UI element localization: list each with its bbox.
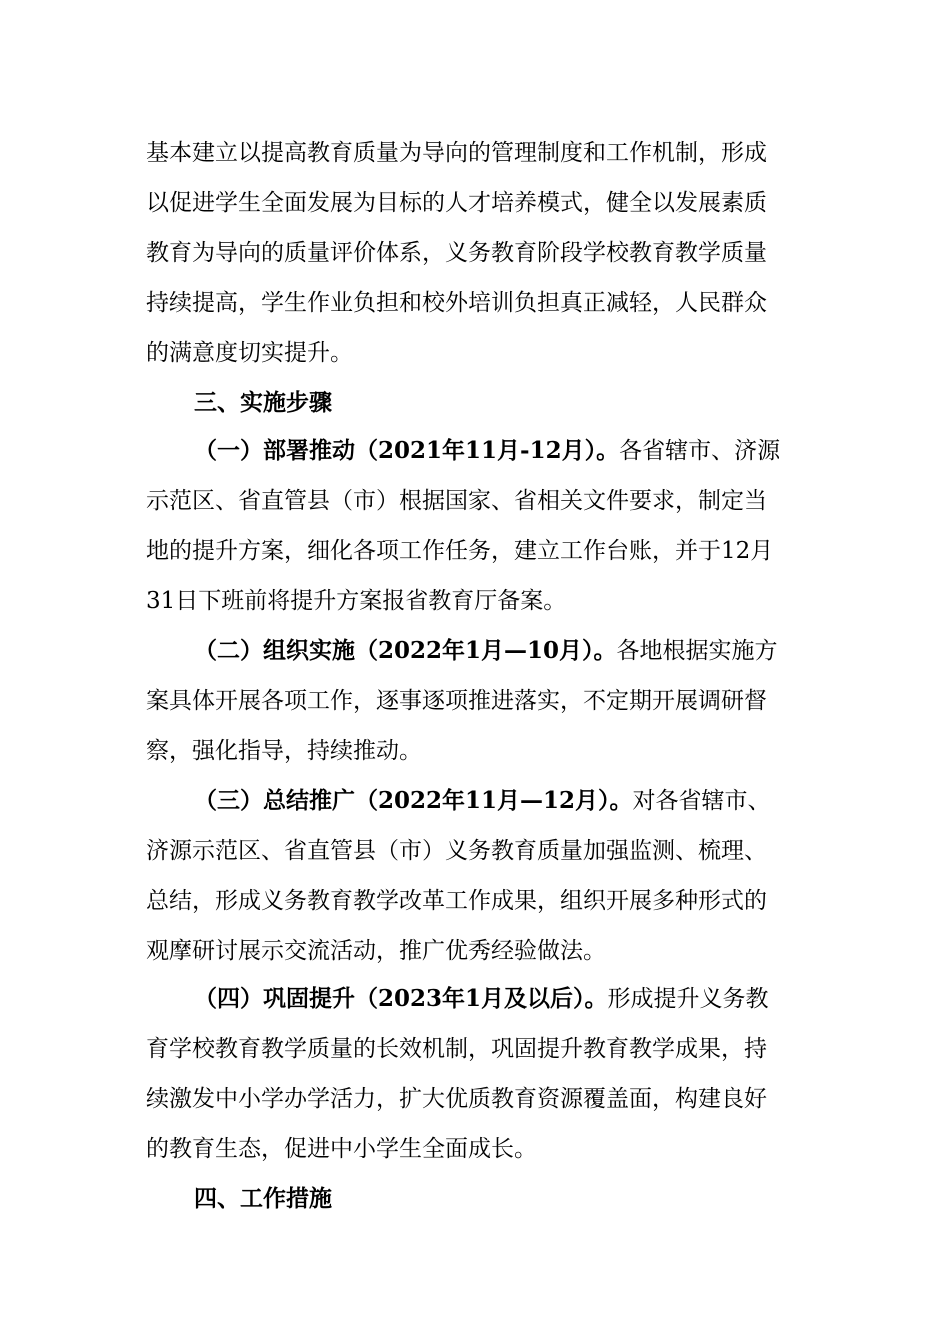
paragraph-line: 察，强化指导，持续推动。 <box>146 738 422 764</box>
step-lead: （一）部署推动（2021年11月-12月）。 <box>194 437 620 464</box>
section-heading: 三、实施步骤 <box>194 389 332 416</box>
paragraph-line: 观摩研讨展示交流活动，推广优秀经验做法。 <box>146 938 606 964</box>
paragraph-line: 的教育生态，促进中小学生全面成长。 <box>146 1136 537 1162</box>
paragraph-line: 31日下班前将提升方案报省教育厅备案。 <box>146 588 567 614</box>
paragraph-line: 教育为导向的质量评价体系，义务教育阶段学校教育教学质量 <box>146 240 767 266</box>
paragraph-line: 总结，形成义务教育教学改革工作成果，组织开展多种形式的 <box>146 888 767 914</box>
paragraph-line: 案具体开展各项工作，逐事逐项推进落实，不定期开展调研督 <box>146 688 767 714</box>
paragraph-line: 以促进学生全面发展为目标的人才培养模式，健全以发展素质 <box>146 190 767 216</box>
paragraph-line: 示范区、省直管县（市）根据国家、省相关文件要求，制定当 <box>146 488 767 514</box>
step-first-line <box>194 426 806 476</box>
step-lead: （二）组织实施（2022年1月—10月）。 <box>194 637 617 664</box>
paragraph-line: 地的提升方案，细化各项工作任务，建立工作台账，并于12月 <box>146 538 774 564</box>
step-first-line <box>194 974 806 1024</box>
paragraph-line: 育学校教育教学质量的长效机制，巩固提升教育教学成果，持 <box>146 1036 767 1062</box>
paragraph-line: 济源示范区、省直管县（市）义务教育质量加强监测、梳理、 <box>146 838 767 864</box>
step-text: 各省辖市、济源 <box>619 438 781 464</box>
step-text: 对各省辖市、 <box>632 788 771 814</box>
step-text: 形成提升义务教 <box>607 986 769 1012</box>
paragraph-line: 续激发中小学办学活力，扩大优质教育资源覆盖面，构建良好 <box>146 1086 767 1112</box>
section-heading: 四、工作措施 <box>194 1185 332 1212</box>
step-lead: （三）总结推广（2022年11月—12月）。 <box>194 787 633 814</box>
paragraph-line: 的满意度切实提升。 <box>146 340 353 366</box>
step-first-line <box>194 776 806 826</box>
paragraph-line: 基本建立以提高教育质量为导向的管理制度和工作机制，形成 <box>146 140 767 166</box>
step-first-line <box>194 626 806 676</box>
step-text: 各地根据实施方 <box>616 638 778 664</box>
paragraph-line: 持续提高，学生作业负担和校外培训负担真正减轻，人民群众 <box>146 290 767 316</box>
step-lead: （四）巩固提升（2023年1月及以后）。 <box>194 985 608 1012</box>
